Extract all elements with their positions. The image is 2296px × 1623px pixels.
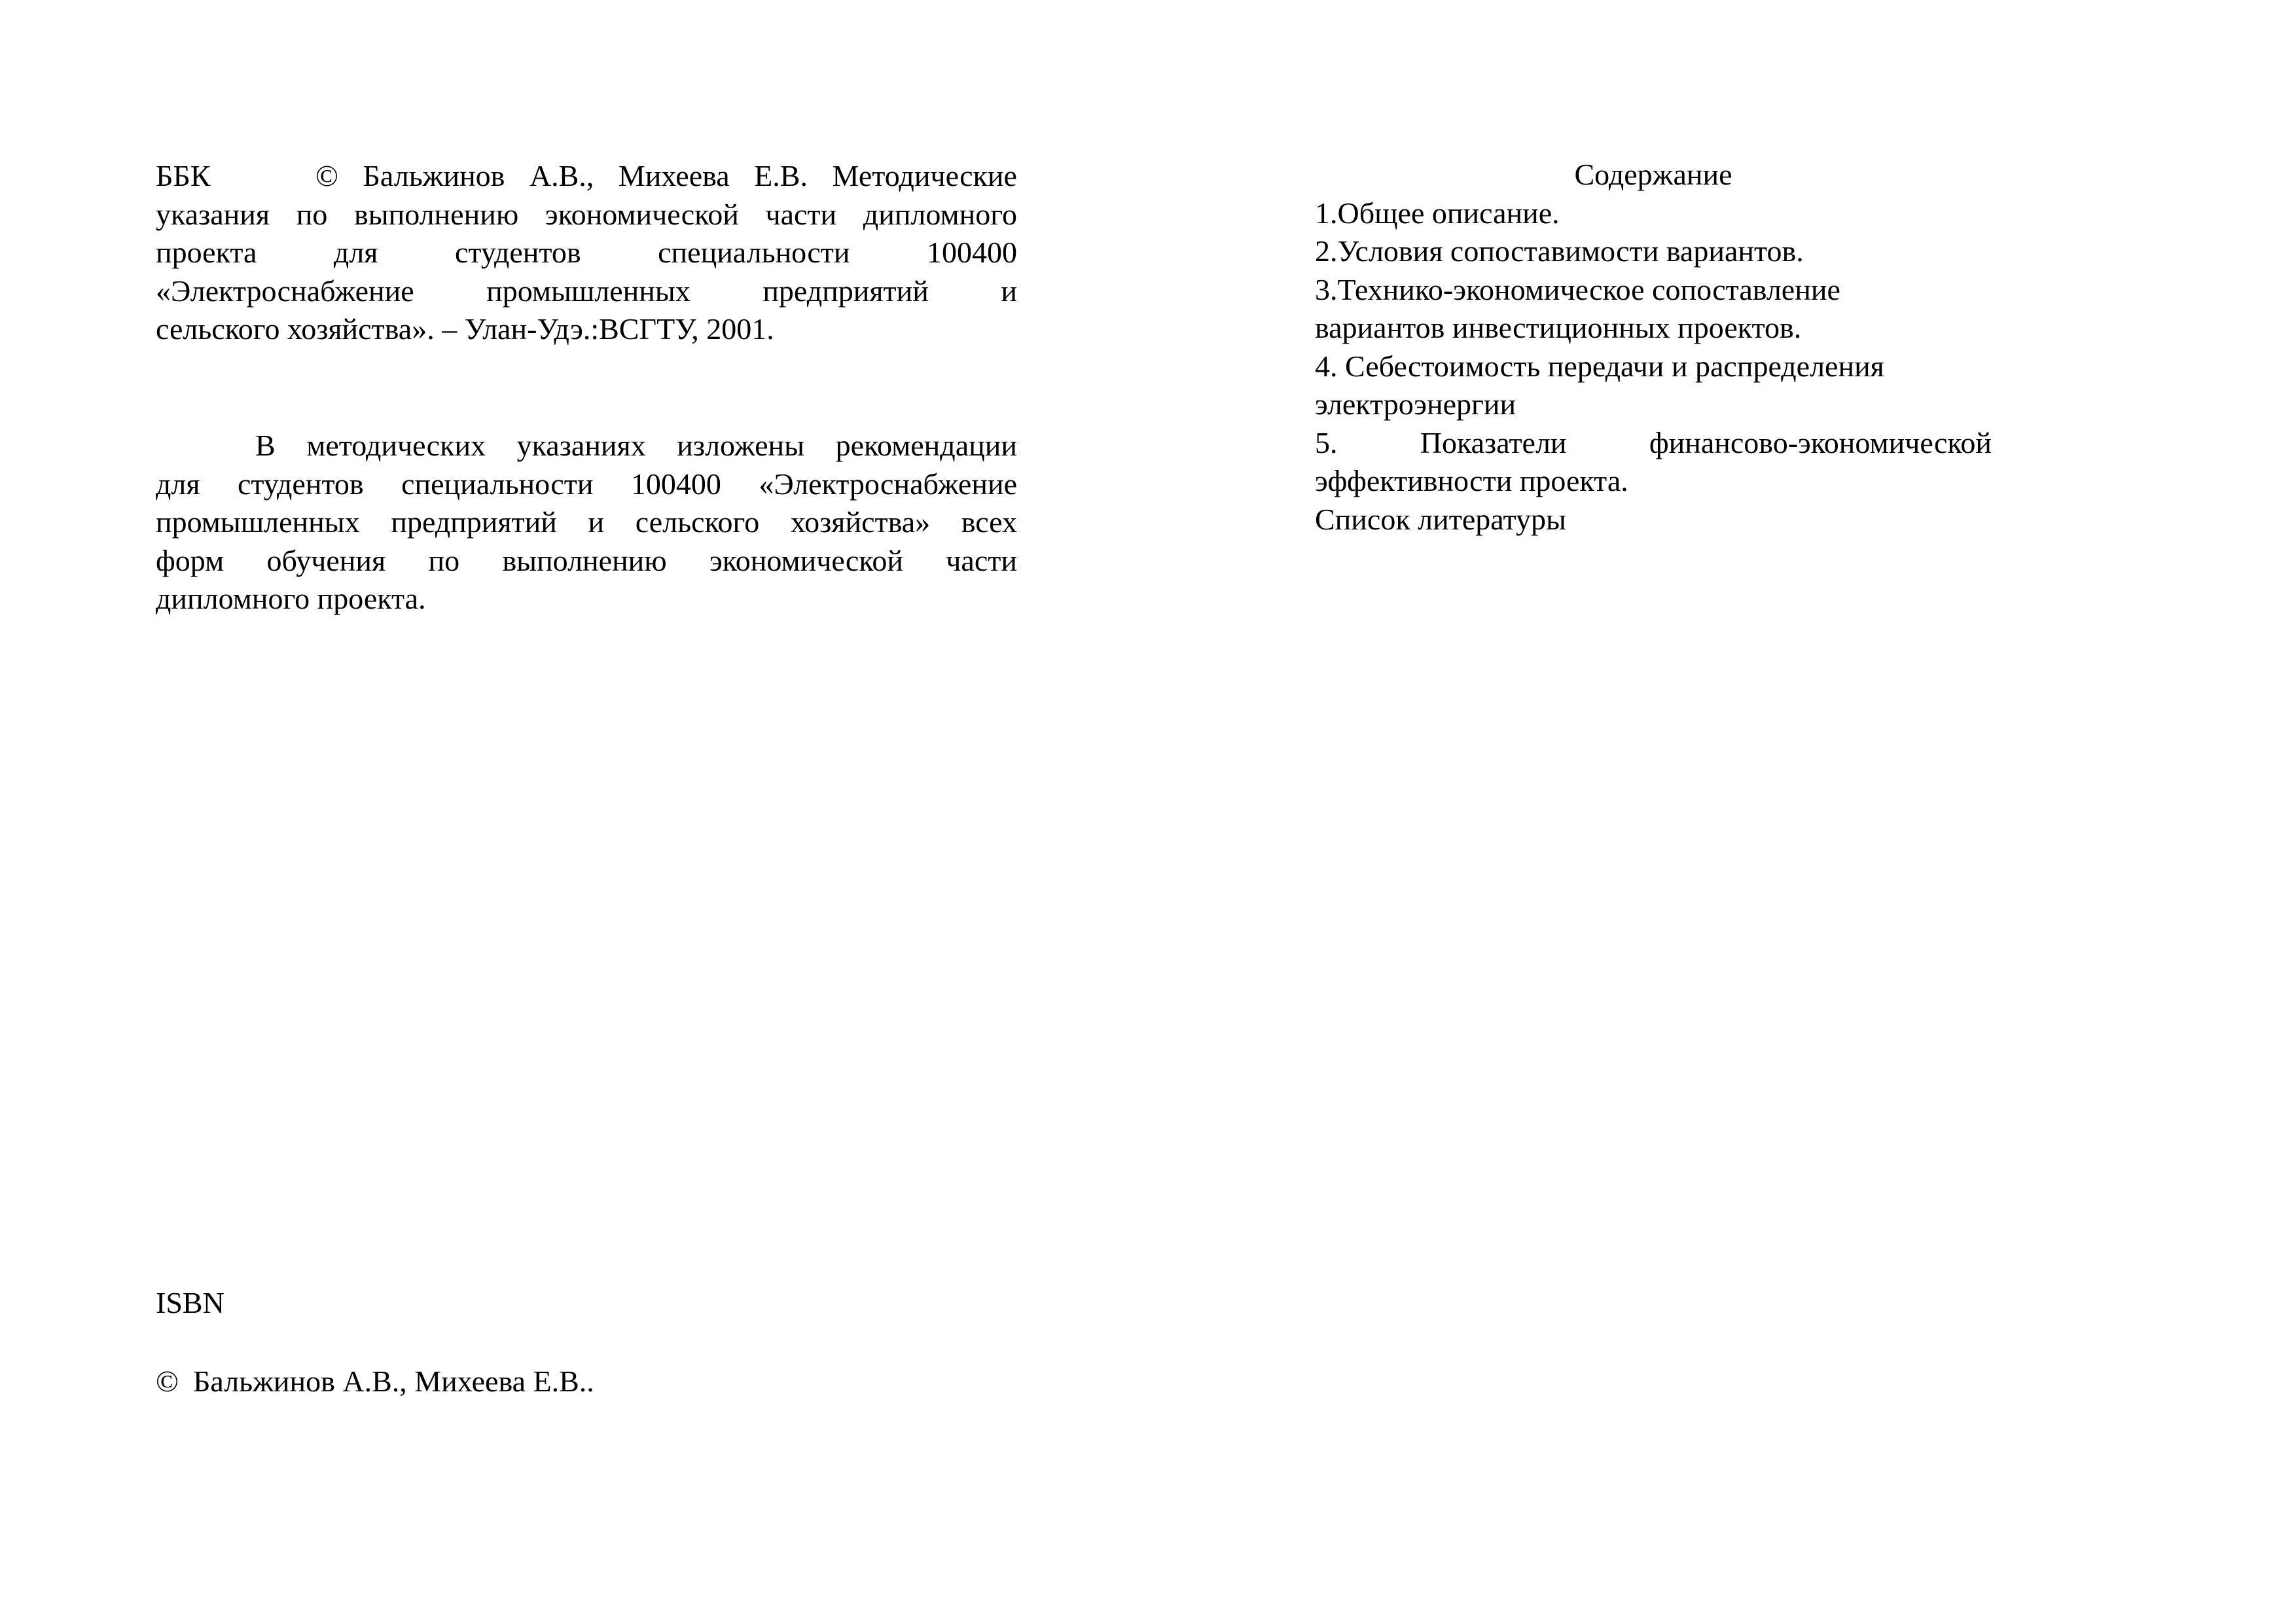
- word: хозяйства»: [790, 505, 931, 539]
- word: специальности: [658, 236, 850, 269]
- toc-item-continuation: эффективности проекта.: [1315, 464, 1628, 497]
- word: рекомендации: [835, 429, 1017, 462]
- bbk-line: [156, 157, 1017, 196]
- abstract-line: [156, 465, 1017, 504]
- toc-item: [1315, 424, 1992, 463]
- copyright-icon: ©: [315, 159, 338, 192]
- word: Методические: [832, 159, 1017, 192]
- word: промышленных: [156, 505, 360, 539]
- bbk-line: [156, 196, 1017, 234]
- word: 100400: [926, 236, 1017, 269]
- word: специальности: [401, 467, 594, 501]
- word: по: [428, 543, 460, 577]
- toc-item-continuation: вариантов инвестиционных проектов.: [1315, 311, 1802, 344]
- word: предприятий: [391, 505, 557, 539]
- bbk-annotation: [156, 157, 1017, 349]
- abstract-paragraph: [156, 427, 1017, 618]
- word: для: [333, 236, 378, 269]
- bbk-line: [156, 272, 1017, 311]
- word: экономической: [709, 543, 903, 577]
- word: Бальжинов: [363, 159, 505, 192]
- word: изложены: [677, 429, 805, 462]
- abstract-line: [156, 427, 1017, 465]
- word: выполнению: [353, 197, 519, 231]
- word: и: [1001, 274, 1017, 308]
- word: форм: [156, 543, 224, 577]
- bbk-line: [156, 234, 1017, 272]
- bbk-line-text: [315, 157, 1017, 196]
- toc-item: 1.Общее описание.: [1315, 196, 1560, 230]
- toc-item-number: 5.: [1315, 425, 1338, 459]
- word: по: [296, 197, 328, 231]
- toc-item-continuation: электроэнергии: [1315, 387, 1516, 421]
- word: В: [255, 429, 276, 462]
- word: Е.В.: [754, 159, 808, 192]
- toc-references: Список литературы: [1315, 502, 1566, 536]
- word: Михеева: [618, 159, 730, 192]
- abstract-line: [156, 503, 1017, 542]
- abstract-line: [156, 542, 1017, 580]
- word: «Электроснабжение: [759, 467, 1017, 501]
- word: выполнению: [502, 543, 667, 577]
- word: и: [588, 505, 605, 539]
- word: студентов: [237, 467, 364, 501]
- toc-item: 4. Себестоимость передачи и распределения: [1315, 349, 1884, 383]
- copyright-notice: [156, 1363, 594, 1401]
- word: указания: [156, 197, 270, 231]
- copyright-text: Бальжинов А.В., Михеева Е.В..: [192, 1364, 594, 1398]
- word: Показатели: [1420, 425, 1567, 459]
- right-page: [1148, 0, 2296, 1623]
- table-of-contents: [1315, 156, 1992, 539]
- word: сельского: [635, 505, 760, 539]
- word: 100400: [630, 467, 721, 501]
- word: обучения: [266, 543, 386, 577]
- toc-title: [1315, 156, 1992, 194]
- word: промышленных: [486, 274, 691, 308]
- word: «Электроснабжение: [156, 274, 414, 308]
- word: дипломного: [863, 197, 1017, 231]
- word: студентов: [454, 236, 581, 269]
- word: предприятий: [762, 274, 929, 308]
- bbk-line: сельского хозяйства». – Улан-Удэ.:ВСГТУ, 2001.: [156, 312, 774, 346]
- toc-item: 2.Условия сопоставимости вариантов.: [1315, 234, 1804, 268]
- word: части: [765, 197, 837, 231]
- word: части: [946, 543, 1017, 577]
- word: экономической: [545, 197, 739, 231]
- bbk-code: ББК: [156, 159, 211, 192]
- word: для: [156, 467, 200, 501]
- word: методических: [306, 429, 486, 462]
- word: финансово-экономической: [1649, 425, 1992, 459]
- word: А.В.,: [529, 159, 594, 192]
- toc-title-text: Содержание: [1574, 158, 1732, 191]
- isbn-label: ISBN: [156, 1286, 224, 1319]
- copyright-icon: ©: [156, 1364, 179, 1398]
- abstract-line: дипломного проекта.: [156, 582, 426, 615]
- toc-item: 3.Технико-экономическое сопоставление: [1315, 272, 1840, 306]
- word: проекта: [156, 236, 257, 269]
- word: указаниях: [516, 429, 646, 462]
- word: всех: [961, 505, 1017, 539]
